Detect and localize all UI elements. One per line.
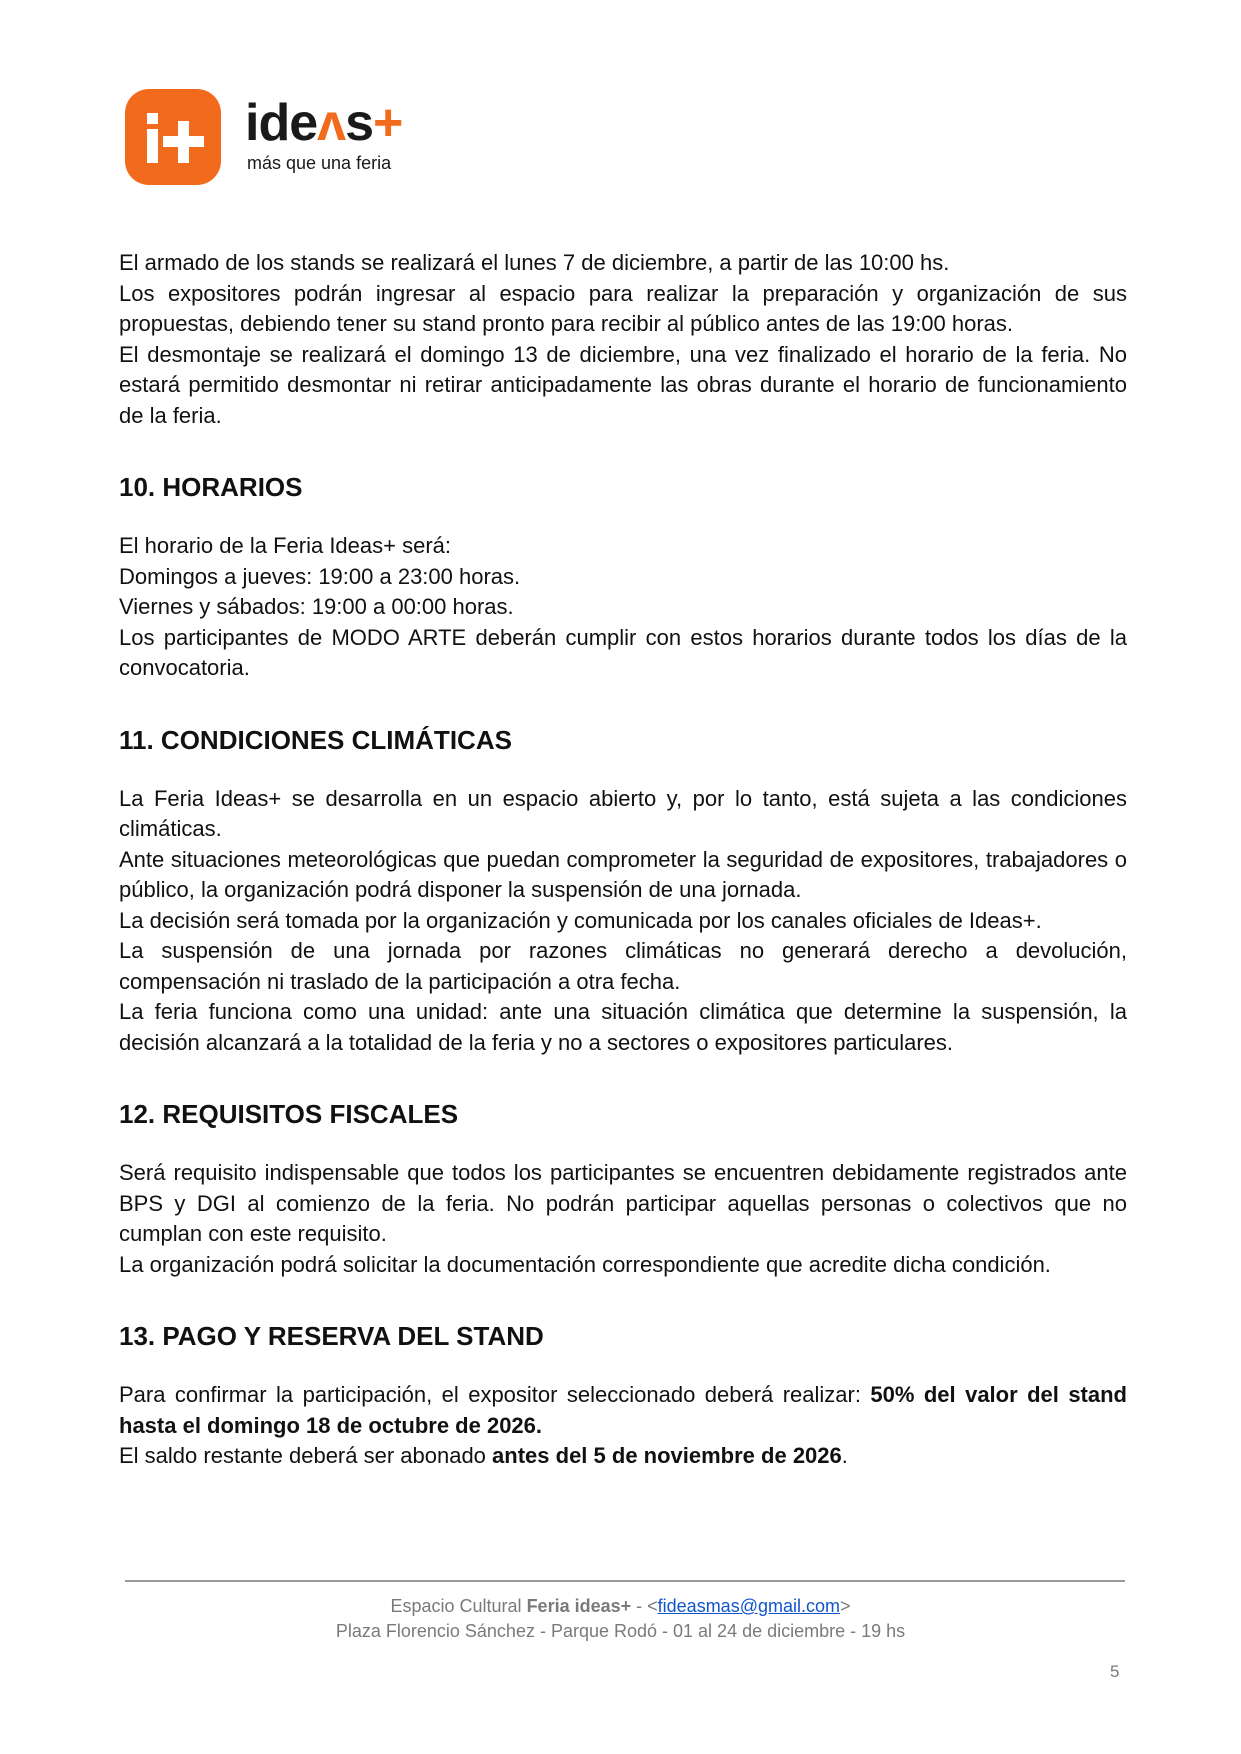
footer-text: Espacio Cultural (390, 1596, 527, 1616)
logo-wordmark: ideʌs+ (245, 94, 403, 152)
email-link[interactable]: fideasmas@gmail.com (657, 1596, 840, 1616)
logo-badge-icon (125, 89, 221, 185)
paragraph: La feria funciona como una unidad: ante una situación climática que determine la suspensión, la decisión alcanzará a la totalidad de la feria y no a sectores o expositores particulares. (119, 999, 1127, 1055)
paragraph-text: . (841, 1443, 848, 1468)
document-body (119, 248, 1127, 1472)
paragraph: La suspensión de una jornada por razones climáticas no generará derecho a devolución, compensación ni traslado de la participación a otra fecha. (119, 938, 1127, 994)
footer-brand: Feria ideas+ (526, 1596, 632, 1616)
paragraph: La decisión será tomada por la organización y comunicada por los canales oficiales de Ideas+. (119, 907, 1042, 933)
paragraph (119, 1380, 1127, 1441)
paragraph: Domingos a jueves: 19:00 a 23:00 horas. (119, 563, 521, 589)
footer-divider (125, 1580, 1125, 1582)
brand-logo (125, 89, 425, 189)
paragraph: El armado de los stands se realizará el lunes 7 de diciembre, a partir de las 10:00 hs. (119, 250, 950, 275)
paragraph: El desmontaje se realizará el domingo 13 de diciembre, una vez finalizado el horario de la feria. No estará permitido desmontar ni retirar anticipadamente las obras durante el horario de funcionamiento de la feria. (119, 341, 1127, 428)
paragraph: Viernes y sábados: 19:00 a 00:00 horas. (119, 594, 514, 619)
section-heading: 10. HORARIOS (119, 472, 303, 502)
paragraph-text: Para confirmar la participación, el expositor seleccionado deberá realizar: (119, 1382, 871, 1407)
paragraph-bold: antes del 5 de noviembre de 2026 (492, 1443, 842, 1468)
paragraph: La organización podrá solicitar la documentación correspondiente que acredite dicha condición. (119, 1251, 1051, 1277)
paragraph: La Feria Ideas+ se desarrolla en un espacio abierto y, por lo tanto, está sujeta a las condiciones climáticas. (119, 785, 1127, 841)
logo-tagline: más que una feria (247, 153, 392, 173)
paragraph-text: El saldo restante deberá ser abonado (119, 1443, 493, 1468)
footer-line-1 (0, 1596, 1241, 1617)
paragraph: El horario de la Feria Ideas+ será: (119, 533, 452, 558)
paragraph: Será requisito indispensable que todos los participantes se encuentren debidamente registrados ante BPS y DGI al comienzo de la feria. No podrán participar aquellas personas o colectivos que no cumplan con este requisito. (119, 1160, 1127, 1246)
paragraph-bold: 50% del valor del stand hasta el domingo 18 de octubre de 2026. (119, 1382, 1127, 1438)
page-number: 5 (1110, 1662, 1120, 1681)
section-heading: 12. REQUISITOS FISCALES (119, 1099, 459, 1129)
section-heading: 13. PAGO Y RESERVA DEL STAND (119, 1321, 544, 1351)
section-heading: 11. CONDICIONES CLIMÁTICAS (119, 724, 512, 755)
paragraph: Los participantes de MODO ARTE deberán cumplir con estos horarios durante todos los días de la convocatoria. (119, 624, 1127, 680)
paragraph (119, 1441, 1127, 1472)
footer-text: > (840, 1596, 851, 1616)
footer-text: - < (631, 1596, 658, 1616)
footer-line-2: Plaza Florencio Sánchez - Parque Rodó - 01 al 24 de diciembre - 19 hs (335, 1621, 906, 1641)
paragraph: Ante situaciones meteorológicas que puedan comprometer la seguridad de expositores, trabajadores o público, la organización podrá disponer la suspensión de una jornada. (119, 846, 1127, 902)
paragraph: Los expositores podrán ingresar al espacio para realizar la preparación y organización de sus propuestas, debiendo tener su stand pronto para recibir al público antes de las 19:00 horas. (119, 280, 1127, 336)
